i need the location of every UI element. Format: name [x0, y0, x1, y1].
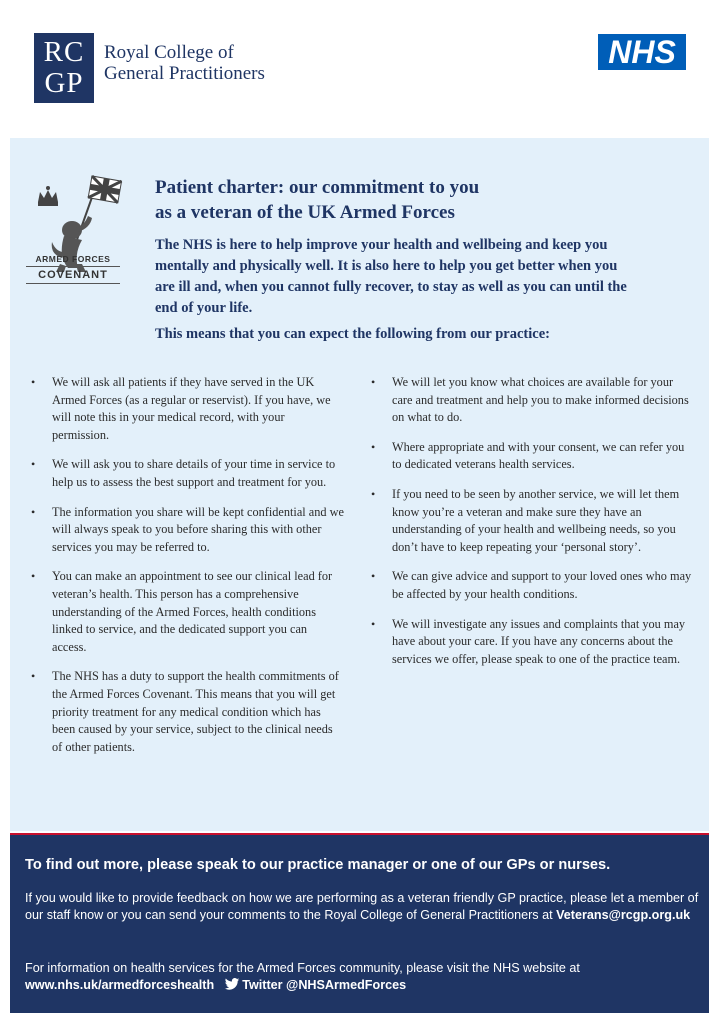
list-item — [366, 374, 692, 427]
rcgp-logo-line2: GP — [44, 67, 84, 99]
bullet: • — [31, 669, 36, 684]
covenant-line2: COVENANT — [26, 267, 120, 284]
title-line1: Patient charter: our commitment to you — [155, 177, 480, 198]
intro-paragraph: The NHS is here to help improve your health and wellbeing and keep you mentally and physically well. It is also here to help you get better when you are ill and, when you cannot fully recover, to stay as well as you can until the end of your life. — [155, 237, 627, 316]
footer-panel — [10, 835, 709, 1013]
expect-heading: This means that you can expect the following from our practice: — [155, 326, 550, 342]
twitter-bird-icon — [224, 978, 240, 990]
list-item-text: Where appropriate and with your consent, we can refer you to dedicated veterans health services. — [392, 439, 685, 472]
list-item-text: The information you share will be kept confidential and we will always speak to you before sharing this with other services you may be referred to. — [52, 504, 344, 554]
list-item — [366, 439, 692, 474]
list-item — [26, 374, 344, 444]
feedback-paragraph — [25, 890, 700, 924]
covenant-line1: ARMED FORCES — [26, 254, 120, 267]
list-item — [366, 486, 692, 556]
list-item — [26, 504, 344, 557]
covenant-wordmark — [26, 254, 120, 284]
feedback-text: If you would like to provide feedback on how we are performing as a veteran friendly GP practice, please let a member of our staff know or you can send your comments to the Royal College of General Practitioners at — [25, 891, 699, 922]
bullet: • — [31, 375, 36, 389]
list-item-text: The NHS has a duty to support the health commitments of the Armed Forces Covenant. This means that you will get priority treatment for any medical condition which has been caused by your service, subject to the clinical needs of other patients. — [52, 669, 339, 754]
bullet: • — [31, 569, 36, 584]
list-item — [26, 668, 344, 756]
charter-panel — [10, 138, 709, 831]
list-item-text: If you need to be seen by another service, we will let them know you’re a veteran and make sure they have an understanding of your health and wellbeing needs, so you don’t have to keep repeating your ‘personal story’. — [392, 486, 680, 554]
page-header — [0, 0, 721, 138]
bullet: • — [31, 504, 36, 519]
title-line2: as a veteran of the UK Armed Forces — [155, 202, 455, 223]
bullet: • — [31, 457, 36, 472]
bullet: • — [371, 439, 376, 454]
feedback-email-link[interactable]: Veterans@rcgp.org.uk — [556, 908, 691, 922]
bullet: • — [371, 616, 376, 631]
commitments-left-list — [26, 374, 344, 768]
rcgp-logo — [34, 33, 94, 103]
twitter-handle-link[interactable]: Twitter @NHSArmedForces — [242, 978, 407, 992]
health-services-paragraph — [25, 960, 700, 994]
list-item-text: We will let you know what choices are available for your care and treatment and help you to make informed decisions on what to do. — [392, 375, 689, 425]
page-title — [155, 175, 625, 225]
list-item-text: You can make an appointment to see our clinical lead for veteran’s health. This person has a comprehensive understanding of the Armed Forces, health conditions linked to service, and the dedicated support you can access. — [52, 569, 333, 654]
rcgp-name-line2: General Practitioners — [104, 63, 265, 84]
bullet: • — [371, 569, 376, 584]
rcgp-logo-line1: RC — [43, 36, 85, 68]
commitments-right-list — [366, 374, 692, 680]
health-services-text: For information on health services for the Armed Forces community, please visit the NHS website at — [25, 961, 580, 975]
list-item — [26, 456, 344, 491]
list-item-text: We will ask you to share details of your time in service to help us to assess the best support and treatment for you. — [52, 457, 336, 489]
list-item-text: We can give advice and support to your loved ones who may be affected by your health conditions. — [392, 569, 692, 601]
rcgp-name-line1: Royal College of — [104, 42, 234, 63]
list-item-text: We will investigate any issues and complaints that you may have about your care. If you have any concerns about the services we offer, please speak to one of the practice team. — [392, 616, 686, 666]
footer-heading: To find out more, please speak to our practice manager or one of our GPs or nurses. — [25, 857, 611, 873]
list-item — [366, 568, 692, 603]
nhs-armed-forces-link[interactable]: www.nhs.uk/armedforceshealth — [25, 978, 215, 992]
nhs-logo: NHS — [598, 34, 686, 70]
list-item — [26, 568, 344, 656]
bullet: • — [371, 375, 376, 389]
rcgp-name — [104, 42, 324, 84]
bullet: • — [371, 486, 376, 501]
list-item — [366, 616, 692, 669]
list-item-text: We will ask all patients if they have served in the UK Armed Forces (as a regular or reservist). If you have, we will note this in your medical record, with your permission. — [52, 375, 331, 442]
